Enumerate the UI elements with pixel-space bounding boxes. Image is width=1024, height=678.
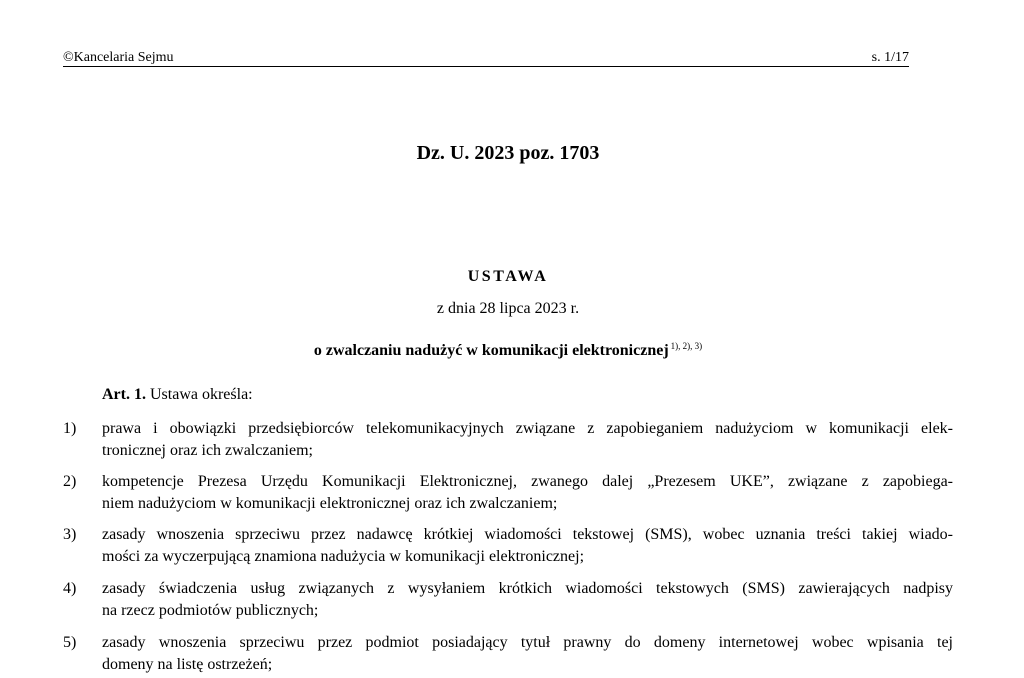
act-title-text: o zwalczaniu nadużyć w komunikacji elektronicznej — [313, 342, 669, 359]
list-item-number: 2) — [63, 473, 77, 490]
list-item-line: mości za wyczerpującą znamiona nadużycia w komunikacji elektronicznej; — [102, 548, 585, 565]
list-item-line: zasady wnoszenia sprzeciwu przez podmiot posiadający tytuł prawny do domeny internetowej wobec wpisania tej — [102, 634, 953, 651]
list-item-text — [102, 418, 953, 462]
article-intro-text: Ustawa określa: — [149, 386, 253, 403]
list-item-number: 5) — [63, 634, 77, 651]
list-item-line: prawa i obowiązki przedsiębiorców telekomunikacyjnych związane z zapobieganiem nadużyciom w komunikacji elek- — [102, 420, 953, 437]
article-label: Art. 1. — [102, 386, 146, 403]
list-item-text — [102, 632, 953, 676]
list-item-text — [102, 524, 953, 568]
list-item-line: niem nadużyciom w komunikacji elektronicznej oraz ich zwalczaniem; — [102, 495, 558, 512]
list-item-text — [102, 471, 953, 515]
list-item-line: kompetencje Prezesa Urzędu Komunikacji Elektronicznej, zwanego dalej „Prezesem UKE”, związane z zapobiega- — [102, 473, 953, 490]
page-number: s. 1/17 — [871, 50, 909, 65]
list-item-line: zasady świadczenia usług związanych z wysyłaniem krótkich wiadomości tekstowych (SMS) zawierających nadpisy — [102, 580, 953, 597]
act-type-heading: USTAWA — [467, 268, 549, 285]
list-item-number: 3) — [63, 526, 77, 543]
footnote-refs: 1), 2), 3) — [670, 340, 703, 351]
act-title — [0, 341, 1016, 361]
page-header — [63, 49, 909, 67]
list-item-number: 1) — [63, 420, 77, 437]
list-item-text — [102, 578, 953, 622]
list-item-line: na rzecz podmiotów publicznych; — [102, 602, 319, 619]
journal-reference: Dz. U. 2023 poz. 1703 — [416, 142, 600, 164]
list-item-line: zasady wnoszenia sprzeciwu przez nadawcę krótkiej wiadomości tekstowej (SMS), wobec uznania treści takiej wiado- — [102, 526, 953, 543]
act-date: z dnia 28 lipca 2023 r. — [436, 300, 580, 317]
list-item-number: 4) — [63, 580, 77, 597]
publisher-label: ©Kancelaria Sejmu — [63, 50, 174, 65]
list-item-line: domeny na listę ostrzeżeń; — [102, 656, 273, 673]
article-intro — [102, 385, 253, 405]
list-item-line: tronicznej oraz ich zwalczaniem; — [102, 442, 313, 459]
